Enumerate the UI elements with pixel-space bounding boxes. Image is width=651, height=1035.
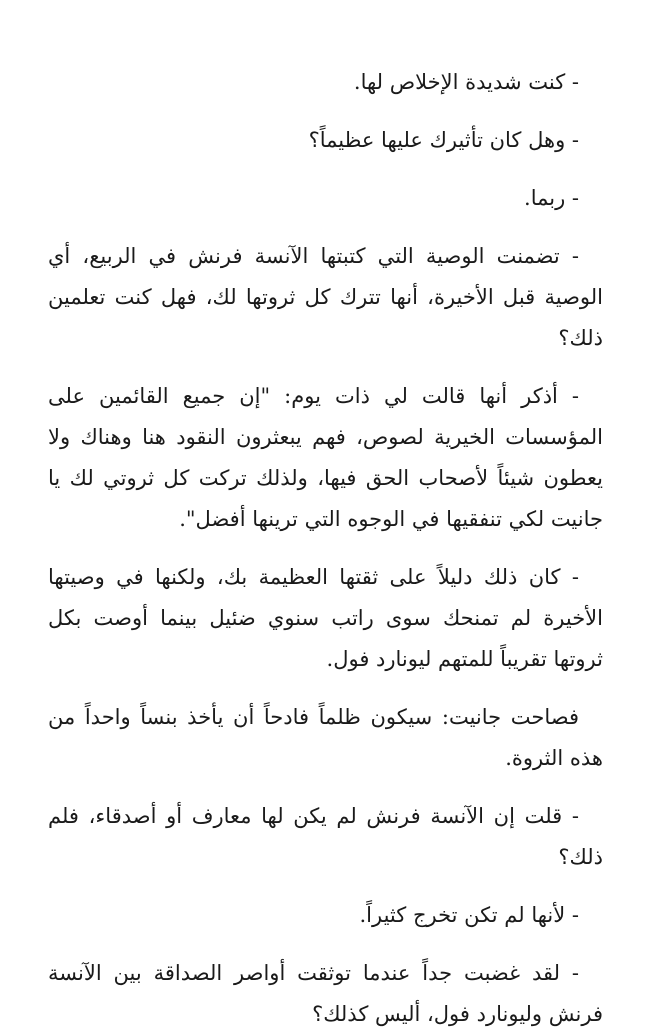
dialogue-paragraph: - لقد غضبت جداً عندما توثقت أواصر الصداقة بين الآنسة فرنش وليونارد فول، أليس كذلك؟ [48,961,603,1026]
dialogue-line: - ربما. [524,186,579,210]
dialogue-paragraph: - كان ذلك دليلاً على ثقتها العظيمة بك، ولكنها في وصيتها الأخيرة لم تمنحك سوى راتب سنوي ضئيل بينما أوصت بكل ثروتها تقريباً للمتهم ليونارد فول. [48,565,603,671]
dialogue-line: - كنت شديدة الإخلاص لها. [353,70,579,94]
narration-paragraph: فصاحت جانيت: سيكون ظلماً فادحاً أن يأخذ بنساً واحداً من هذه الثروة. [48,705,603,770]
dialogue-paragraph: - تضمنت الوصية التي كتبتها الآنسة فرنش في الربيع، أي الوصية قبل الأخيرة، أنها تترك كل ثروتها لك، فهل كنت تعلمين ذلك؟ [48,244,603,350]
dialogue-paragraph: - أذكر أنها قالت لي ذات يوم: "إن جميع القائمين على المؤسسات الخيرية لصوص، فهم يبعثرون النقود هنا وهناك ولا يعطون شيئاً لأصحاب الحق فيها، ولذلك تركت كل ثروتي لك يا جانيت لكي تنفقيها في الوجوه التي ترينها أفضل". [48,384,603,531]
dialogue-line: - لأنها لم تكن تخرج كثيراً. [359,903,579,927]
dialogue-line: - وهل كان تأثيرك عليها عظيماً؟ [308,128,579,152]
dialogue-paragraph: - قلت إن الآنسة فرنش لم يكن لها معارف أو أصدقاء، فلم ذلك؟ [48,804,603,869]
